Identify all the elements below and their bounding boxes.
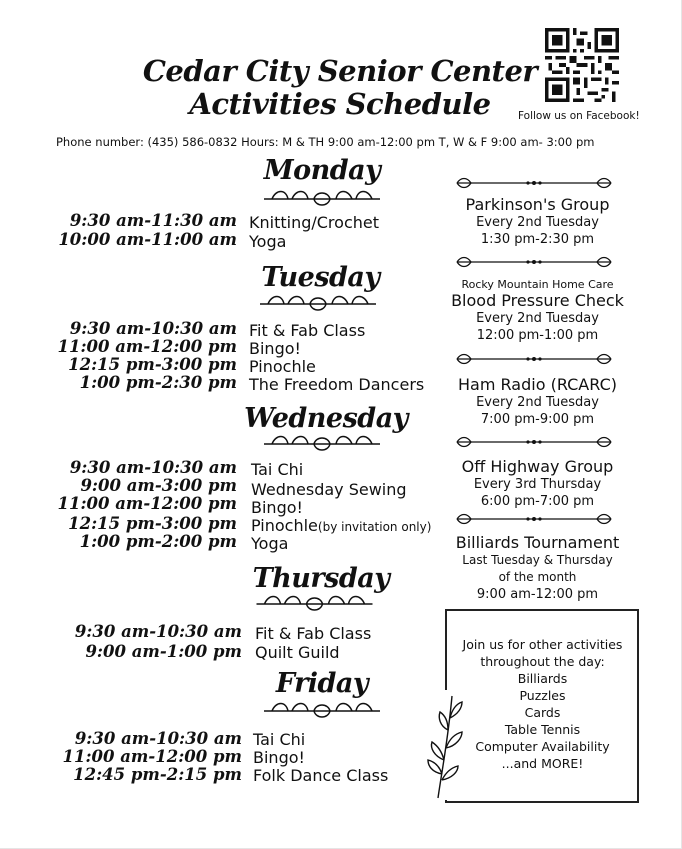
event-title: Parkinson's Group [465, 195, 610, 214]
day-heading-tuesday: Tuesday [261, 262, 380, 293]
time-slot: 9:30 am-10:30 am [69, 458, 237, 477]
activity-name: Fit & Fab Class [255, 624, 372, 643]
billiards-tournament-block [440, 533, 635, 603]
time-slot: 1:00 pm-2:30 pm [79, 373, 237, 392]
vine-divider-icon [453, 174, 615, 192]
vine-divider-icon [453, 350, 615, 368]
activity-name: Pinochle [249, 357, 316, 376]
activity-label: Pinochle [251, 516, 318, 535]
ham-radio-block [440, 375, 635, 428]
activity-name: Yoga [251, 534, 289, 553]
event-title: Ham Radio (RCARC) [458, 375, 617, 394]
time-slot: 9:30 am-10:30 am [74, 729, 242, 748]
time-slot: 11:00 am-12:00 pm [57, 337, 237, 356]
activity-name: Bingo! [251, 498, 303, 517]
activity-name: Yoga [249, 232, 287, 251]
list-item: Puzzles [519, 688, 566, 703]
blood-pressure-block [440, 278, 635, 344]
list-item: Computer Availability [475, 739, 610, 754]
event-frequency: Last Tuesday & Thursday [462, 553, 613, 567]
vine-divider-icon [453, 253, 615, 271]
time-slot: 12:15 pm-3:00 pm [68, 355, 237, 374]
event-title: Blood Pressure Check [451, 291, 624, 310]
time-slot: 9:30 am-10:30 am [74, 622, 242, 641]
parkinsons-group-block [440, 195, 635, 248]
day-heading-friday: Friday [275, 668, 369, 699]
other-activities-list [450, 636, 635, 772]
day-heading-thursday: Thursday [252, 563, 390, 594]
time-slot: 9:30 am-11:30 am [69, 211, 237, 230]
event-time: 9:00 am-12:00 pm [476, 587, 599, 602]
time-slot: 12:15 pm-3:00 pm [68, 514, 237, 533]
floral-divider-icon [262, 430, 382, 454]
event-frequency-detail: of the month [498, 570, 577, 584]
event-time: 12:00 pm-1:00 pm [476, 328, 599, 343]
event-time: 6:00 pm-7:00 pm [480, 494, 595, 509]
event-time: 1:30 pm-2:30 pm [480, 232, 595, 247]
time-slot: 11:00 am-12:00 pm [62, 747, 242, 766]
activity-name: Bingo! [253, 748, 305, 767]
time-slot: 9:00 am-1:00 pm [85, 642, 242, 661]
box-intro: throughout the day: [480, 654, 605, 669]
activity-name: Knitting/Crochet [249, 213, 379, 232]
list-item: Table Tennis [504, 722, 581, 737]
activity-name: Bingo! [249, 339, 301, 358]
facebook-note: Follow us on Facebook! [518, 110, 640, 122]
activity-name: Tai Chi [251, 460, 304, 479]
time-slot: 9:30 am-10:30 am [69, 319, 237, 338]
activity-name: Folk Dance Class [253, 766, 389, 785]
box-intro: Join us for other activities [462, 637, 623, 652]
vine-divider-icon [453, 433, 615, 451]
floral-divider-icon [252, 590, 377, 614]
list-item: ...and MORE! [501, 756, 584, 771]
time-slot: 10:00 am-11:00 am [58, 230, 237, 249]
time-slot: 1:00 pm-2:00 pm [79, 532, 237, 551]
flower-sprig-icon [422, 690, 472, 800]
event-frequency: Every 2nd Tuesday [476, 215, 599, 230]
event-time: 7:00 pm-9:00 pm [480, 412, 595, 427]
event-frequency: Every 2nd Tuesday [476, 311, 599, 326]
page-subtitle: Activities Schedule [189, 87, 491, 121]
list-item: Cards [524, 705, 561, 720]
activity-note: (by invitation only) [317, 520, 432, 534]
activity-name: Wednesday Sewing [251, 480, 407, 499]
contact-hours-line: Phone number: (435) 586-0832 Hours: M & TH 9:00 am-12:00 pm T, W & F 9:00 am- 3:00 pm [56, 135, 595, 149]
time-slot: 11:00 am-12:00 pm [57, 494, 237, 513]
activity-name: Tai Chi [253, 730, 306, 749]
page-title: Cedar City Senior Center [142, 54, 538, 88]
qr-code-icon[interactable] [545, 28, 619, 102]
floral-divider-icon [262, 697, 382, 721]
event-title: Billiards Tournament [455, 533, 620, 552]
day-heading-wednesday: Wednesday [244, 403, 408, 434]
floral-divider-icon [258, 290, 378, 314]
floral-divider-icon [262, 185, 382, 209]
list-item: Billiards [517, 671, 568, 686]
vine-divider-icon [453, 510, 615, 528]
event-frequency: Every 3rd Thursday [473, 477, 602, 492]
activity-name [251, 516, 431, 535]
activity-name: Quilt Guild [255, 643, 340, 662]
activity-name: Fit & Fab Class [249, 321, 366, 340]
activity-name: The Freedom Dancers [249, 375, 425, 394]
event-frequency: Every 2nd Tuesday [476, 395, 599, 410]
day-heading-monday: Monday [263, 155, 381, 186]
off-highway-block [440, 457, 635, 510]
time-slot: 9:00 am-3:00 pm [80, 476, 237, 495]
event-title: Off Highway Group [461, 457, 614, 476]
event-sponsor: Rocky Mountain Home Care [461, 278, 614, 291]
time-slot: 12:45 pm-2:15 pm [73, 765, 242, 784]
